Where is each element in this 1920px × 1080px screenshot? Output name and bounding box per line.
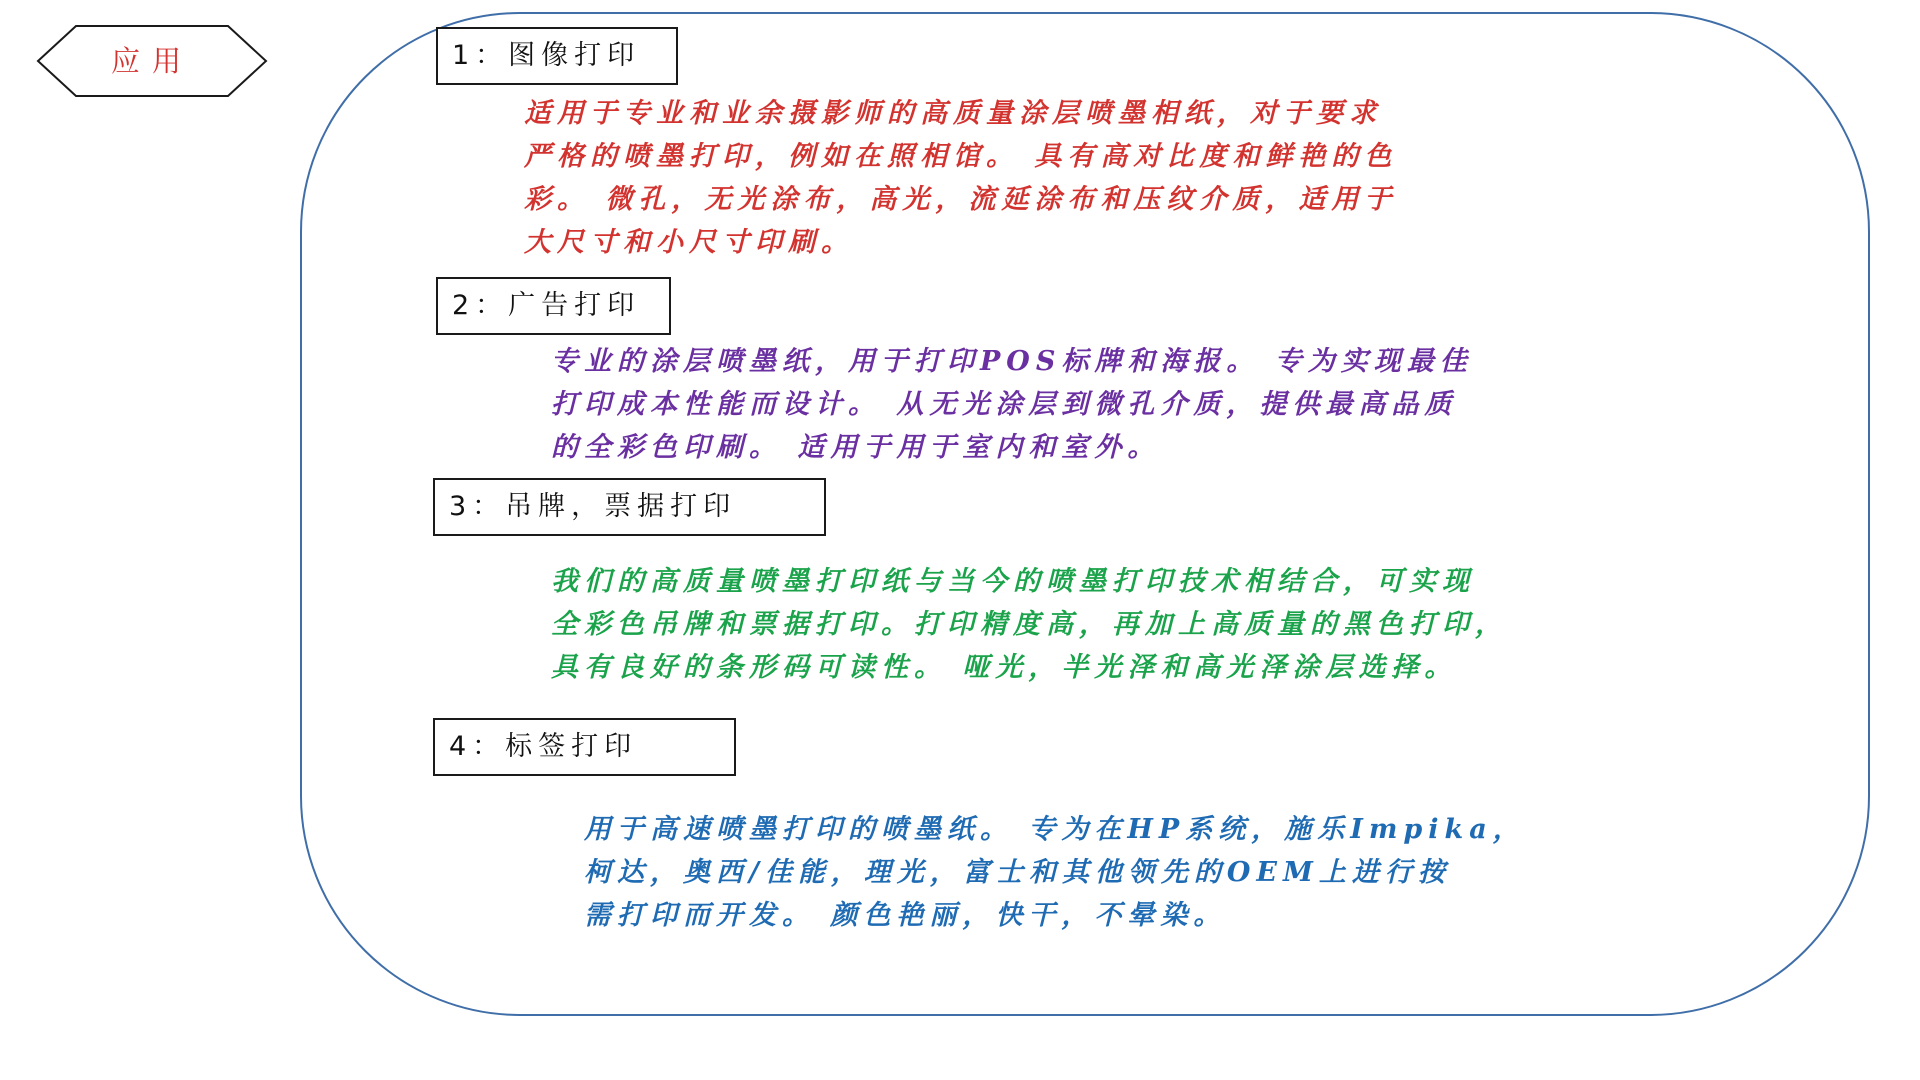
section-body-advertising-printing bbox=[551, 340, 1473, 469]
body-line: 彩。 微孔，无光涂布，高光，流延涂布和压纹介质，适用于 bbox=[524, 184, 1398, 215]
body-line: 严格的喷墨打印，例如在照相馆。 具有高对比度和鲜艳的色 bbox=[524, 141, 1398, 172]
body-line: 打印成本性能而设计。 从无光涂层到微孔介质，提供最高品质 bbox=[551, 389, 1458, 420]
section-title-image-printing: 1：图像打印 bbox=[436, 27, 678, 85]
body-line: 全彩色吊牌和票据打印。打印精度高，再加上高质量的黑色打印， bbox=[551, 609, 1508, 640]
body-line: 适用于专业和业余摄影师的高质量涂层喷墨相纸，对于要求 bbox=[524, 98, 1382, 129]
application-tag-label: 应用 bbox=[110, 44, 193, 78]
body-line: 具有良好的条形码可读性。 哑光，半光泽和高光泽涂层选择。 bbox=[551, 652, 1458, 683]
body-line: 的全彩色印刷。 适用于用于室内和室外。 bbox=[551, 432, 1161, 463]
section-title-label-printing: 4：标签打印 bbox=[433, 718, 736, 776]
body-line: 我们的高质量喷墨打印纸与当今的喷墨打印技术相结合，可实现 bbox=[551, 566, 1475, 597]
body-line: 柯达，奥西/佳能，理光，富士和其他领先的OEM上进行按 bbox=[584, 857, 1451, 888]
section-body-tag-ticket-printing bbox=[551, 560, 1508, 689]
section-body-image-printing bbox=[524, 92, 1397, 264]
section-body-label-printing bbox=[584, 808, 1526, 937]
body-line: 用于高速喷墨打印的喷墨纸。 专为在HP系统，施乐Impika， bbox=[584, 814, 1526, 845]
body-line: 大尺寸和小尺寸印刷。 bbox=[524, 227, 854, 258]
section-title-tag-ticket-printing: 3：吊牌，票据打印 bbox=[433, 478, 826, 536]
section-title-advertising-printing: 2：广告打印 bbox=[436, 277, 671, 335]
body-line: 需打印而开发。 颜色艳丽，快干，不晕染。 bbox=[584, 900, 1227, 931]
body-line: 专业的涂层喷墨纸，用于打印POS标牌和海报。 专为实现最佳 bbox=[551, 346, 1473, 377]
